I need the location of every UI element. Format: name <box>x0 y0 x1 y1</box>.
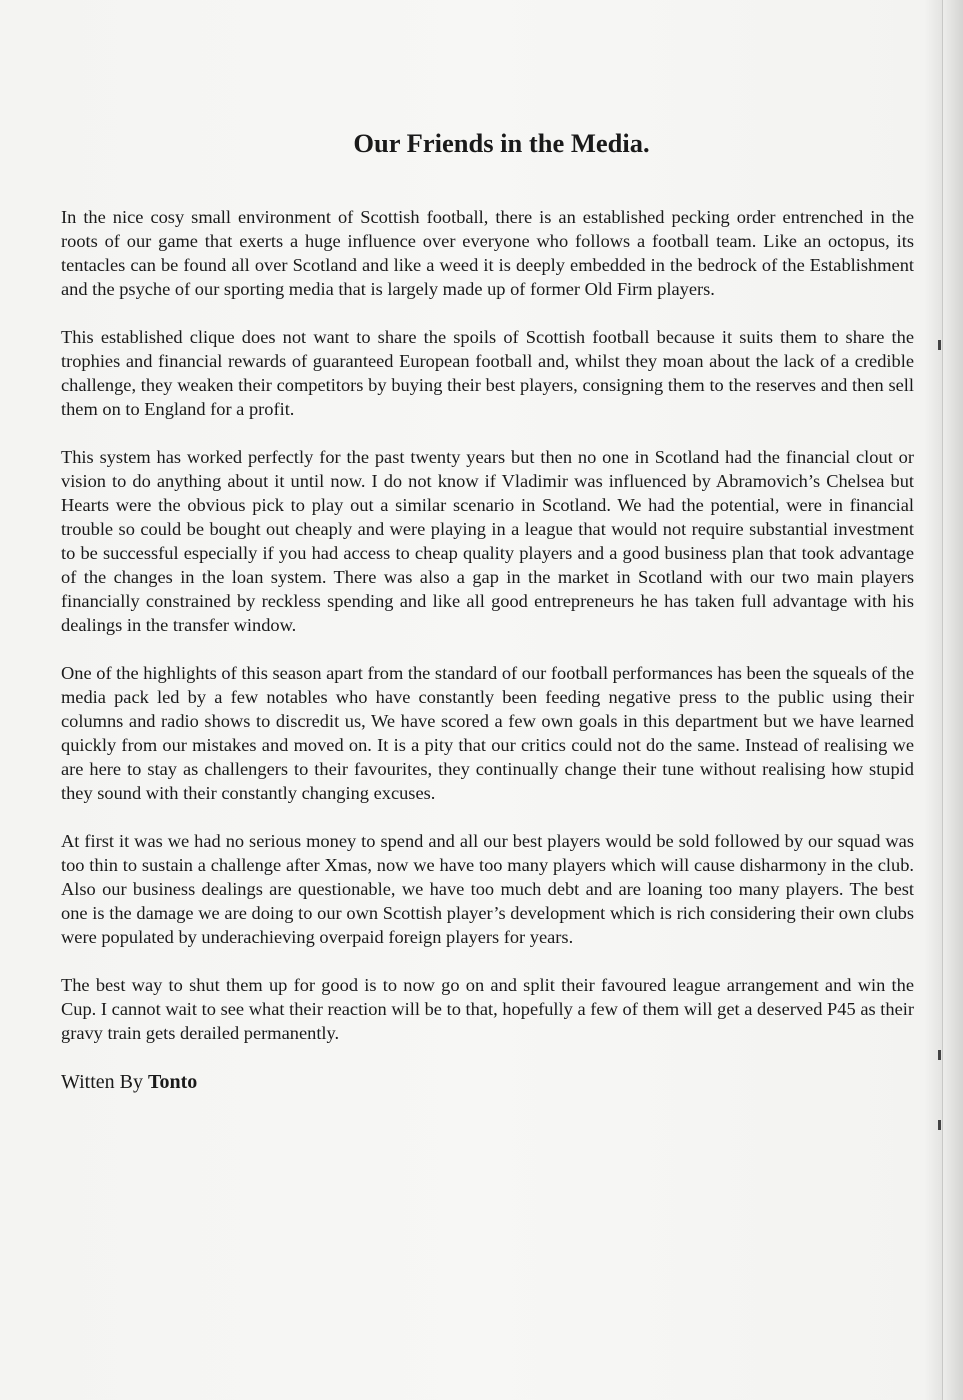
article-paragraph: One of the highlights of this season apart from the standard of our football performances has been the squeals of the media pack led by a few notables who have constantly been feeding negative press to the public using their columns and radio shows to discredit us, We have scored a few own goals in this department but we have learned quickly from our mistakes and moved on. It is a pity that our critics could not do the same. Instead of realising we are here to stay as challengers to their favourites, they continually change their tune without realising how stupid they sound with their constantly changing excuses. <box>61 663 914 803</box>
article-paragraph: In the nice cosy small environment of Scottish football, there is an established pecking order entrenched in the roots of our game that exerts a huge influence over everyone who follows a football team. Like an octopus, its tentacles can be found all over Scotland and like a weed it is deeply embedded in the bedrock of the Establishment and the psyche of our sporting media that is largely made up of former Old Firm players. <box>61 207 914 299</box>
byline-author: Tonto <box>147 1071 198 1093</box>
article-paragraph: This established clique does not want to share the spoils of Scottish football because it suits them to share the trophies and financial rewards of guaranteed European football and, whilst they moan about the lack of a credible challenge, they weaken their competitors by buying their best players, consigning them to the reserves and then sell them on to England for a profit. <box>61 327 914 419</box>
page-edge <box>942 0 963 1400</box>
article-title: Our Friends in the Media. <box>353 128 650 158</box>
margin-mark <box>938 1050 941 1060</box>
margin-mark <box>938 1120 941 1130</box>
byline <box>61 1069 914 1095</box>
article <box>61 125 914 1095</box>
margin-mark <box>938 340 941 350</box>
byline-prefix: Witten By <box>61 1071 143 1093</box>
article-paragraph: This system has worked perfectly for the past twenty years but then no one in Scotland had the financial clout or vision to do anything about it until now. I do not know if Vladimir was influenced by Abramovich’s Chelsea but Hearts were the obvious pick to play out a similar scenario in Scotland. We had the potential, were in financial trouble so could be bought out cheaply and were playing in a league that would not require substantial investment to be successful especially if you had access to cheap quality players and a good business plan that took advantage of the changes in the loan system. There was also a gap in the market in Scotland with our two main players financially constrained by reckless spending and like all good entrepreneurs he has taken full advantage with his dealings in the transfer window. <box>61 447 914 635</box>
article-paragraph: At first it was we had no serious money to spend and all our best players would be sold followed by our squad was too thin to sustain a challenge after Xmas, now we have too many players which will cause disharmony in the club. Also our business dealings are questionable, we have too much debt and are loaning too many players. The best one is the damage we are doing to our own Scottish player’s development which is rich considering their own clubs were populated by underachieving overpaid foreign players for years. <box>61 831 914 947</box>
article-paragraph: The best way to shut them up for good is to now go on and split their favoured league arrangement and win the Cup. I cannot wait to see what their reaction will be to that, hopefully a few of them will get a deserved P45 as their gravy train gets derailed permanently. <box>61 975 914 1043</box>
